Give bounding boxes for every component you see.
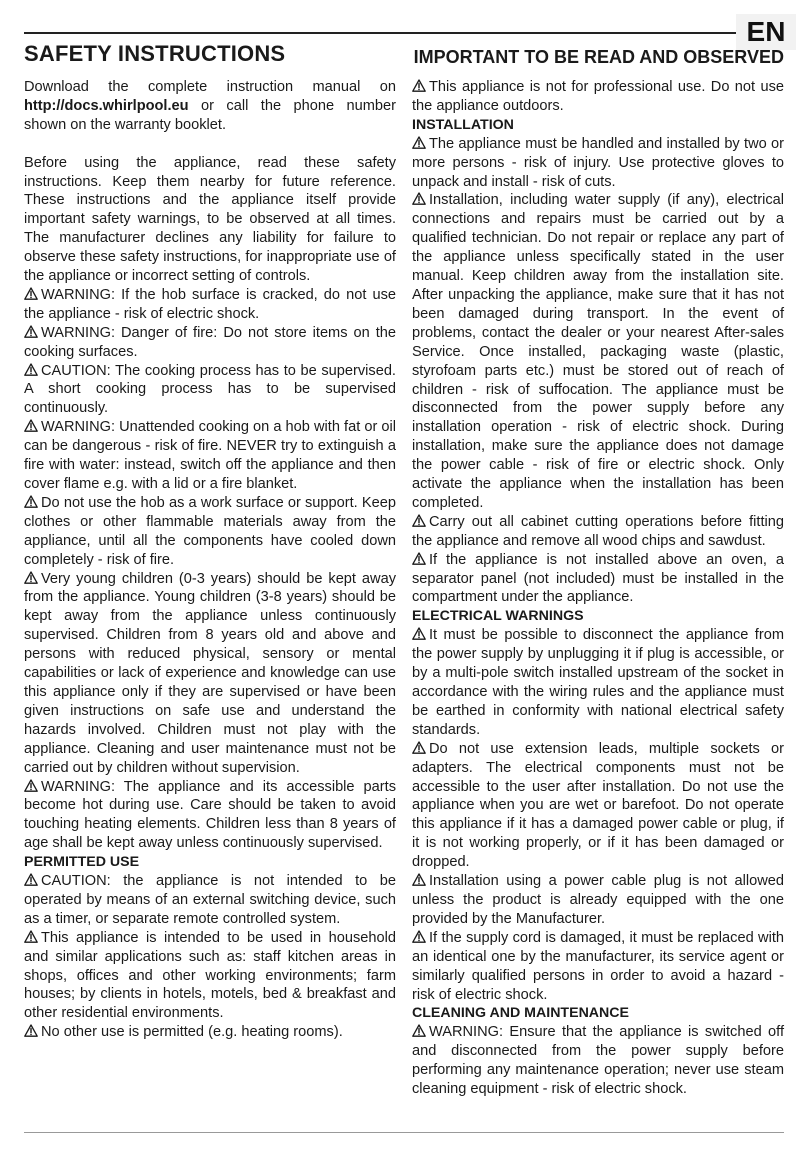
safety-item-text: If the supply cord is damaged, it must be replaced with an identical one by the manufacturer, its service agent or similarly qualified persons in order to avoid a hazard - risk of electric shock.	[412, 929, 784, 1003]
safety-item-text: Do not use the hob as a work surface or support. Keep clothes or other flammable materials away from the appliance, until all the components have cooled down completely - risk of fire.	[24, 494, 396, 568]
safety-item-text: If the appliance is not installed above an oven, a separator panel (not included) must be installed in the compartment under the appliance.	[412, 551, 784, 606]
safety-item	[412, 872, 784, 929]
safety-item-text: Very young children (0-3 years) should be kept away from the appliance. Young children (3-8 years) should be kept away from the appliance unless continuously supervised. Children from 8 years old and above and persons with reduced physical, sensory or mental capabilities or lack of experience and knowledge can use this appliance only if they are supervised or have been given instructions on safe use and understand the hazards involved. Children must not play with the appliance. Cleaning and user maintenance must not be carried out by children without supervision.	[24, 570, 396, 776]
safety-item	[412, 135, 784, 192]
safety-item-text: Carry out all cabinet cutting operations before fitting the appliance and remove all wood chips and sawdust.	[412, 513, 784, 549]
download-paragraph	[24, 78, 396, 135]
warning-triangle-icon	[24, 571, 38, 584]
safety-item-text: The appliance must be handled and installed by two or more persons - risk of injury. Use protective gloves to unpack and install - risk of cuts.	[412, 135, 784, 190]
safety-item-text: WARNING: The appliance and its accessible parts become hot during use. Care should be taken to avoid touching heating elements. Children less than 8 years of age shall be kept away unless continuously supervised.	[24, 778, 396, 852]
warning-triangle-icon	[24, 1024, 38, 1037]
warning-triangle-icon	[24, 325, 38, 338]
warning-triangle-icon	[412, 136, 426, 149]
download-text: Download the complete instruction manual on	[24, 79, 396, 95]
safety-item	[24, 286, 396, 324]
safety-item	[412, 551, 784, 608]
before-using-paragraph: Before using the appliance, read these safety instructions. Keep them nearby for future reference. These instructions and the appliance itself provide important safety warnings, to be observed at all times. The manufacturer declines any liability for failure to observe these safety instructions, for inappropriate use of the appliance or incorrect setting of controls.	[24, 154, 396, 285]
warning-triangle-icon	[24, 419, 38, 432]
warning-triangle-icon	[412, 873, 426, 886]
safety-item-text: WARNING: Ensure that the appliance is switched off and disconnected from the power supply before performing any maintenance operation; never use steam cleaning equipment - risk of electric shock.	[412, 1024, 784, 1098]
safety-item-text: CAUTION: The cooking process has to be supervised. A short cooking process has to be supervised continuously.	[24, 362, 396, 417]
warning-triangle-icon	[24, 287, 38, 300]
warning-triangle-icon	[24, 363, 38, 376]
safety-item	[412, 513, 784, 551]
language-tab: EN	[736, 14, 796, 50]
page-title: SAFETY INSTRUCTIONS	[24, 41, 286, 66]
safety-item-text: CAUTION: the appliance is not intended to be operated by means of an external switching device, such as a timer, or separate remote controlled system.	[24, 873, 396, 927]
warning-triangle-icon	[412, 741, 426, 754]
download-text-end: or call the phone number shown on the warranty booklet.	[24, 97, 396, 133]
header-rule	[24, 32, 736, 34]
safety-item-text: It must be possible to disconnect the appliance from the power supply by unplugging it if plug is accessible, or by a multi-pole switch installed upstream of the socket in accordance with the wiring rules and the appliance must be earthed in conformity with national electrical safety standards.	[412, 627, 784, 738]
warning-triangle-icon	[412, 930, 426, 943]
safety-item	[24, 362, 396, 419]
warning-triangle-icon	[412, 1024, 426, 1037]
safety-item	[24, 778, 396, 854]
safety-item	[412, 626, 784, 739]
safety-item	[412, 78, 784, 116]
safety-item	[412, 191, 784, 512]
safety-item	[24, 1023, 396, 1042]
section-heading-cleaning: CLEANING AND MAINTENANCE	[412, 1005, 630, 1022]
warning-triangle-icon	[412, 514, 426, 527]
left-column	[24, 78, 396, 1042]
safety-item	[412, 929, 784, 1005]
warning-triangle-icon	[24, 495, 38, 508]
safety-item	[24, 418, 396, 494]
safety-item	[24, 872, 396, 929]
safety-item	[412, 1023, 784, 1099]
warning-triangle-icon	[412, 552, 426, 565]
right-column	[412, 78, 784, 1099]
page-subtitle: IMPORTANT TO BE READ AND OBSERVED	[413, 47, 784, 67]
warning-triangle-icon	[24, 779, 38, 792]
section-heading-installation: INSTALLATION	[412, 116, 514, 133]
safety-item-text: WARNING: Danger of fire: Do not store items on the cooking surfaces.	[24, 324, 396, 360]
safety-item-text: WARNING: Unattended cooking on a hob with fat or oil can be dangerous - risk of fire. NEVER try to extinguish a fire with water: instead, switch off the appliance and then cover flame e.g. with a lid or a fire blanket.	[24, 419, 396, 493]
safety-item-text: WARNING: If the hob surface is cracked, do not use the appliance - risk of electric shock.	[24, 286, 396, 322]
warning-triangle-icon	[412, 192, 426, 205]
section-heading-permitted-use: PERMITTED USE	[24, 854, 140, 871]
safety-item-text: Installation using a power cable plug is not allowed unless the product is already equipped with the one provided by the Manufacturer.	[412, 873, 784, 927]
safety-item	[24, 929, 396, 1024]
safety-item-text: This appliance is not for professional use. Do not use the appliance outdoors.	[412, 79, 784, 114]
safety-item-text: This appliance is intended to be used in household and similar applications such as: staff kitchen areas in shops, offices and other working environments; farm houses; by clients in hotels, motels, bed & breakfast and other residential environments.	[24, 929, 396, 1022]
warning-triangle-icon	[412, 79, 426, 92]
safety-item	[412, 740, 784, 872]
footer-rule	[24, 1132, 784, 1133]
warning-triangle-icon	[24, 873, 38, 886]
safety-item-text: Do not use extension leads, multiple sockets or adapters. The electrical components must not be accessible to the user after installation. Do not use the appliance when you are wet or barefoot. Do not operate this appliance if it has a damaged power cable or plug, if it is not working properly, or if it has been damaged or dropped.	[412, 740, 784, 871]
safety-item-text: Installation, including water supply (if any), electrical connections and repairs must be carried out by a qualified technician. Do not repair or replace any part of the appliance unless specifically stated in the user manual. Keep children away from the installation site. After unpacking the appliance, make sure that it has not been damaged during transport. In the event of problems, contact the dealer or your nearest After-sales Service. Once installed, packaging waste (plastic, styrofoam parts etc.) must be stored out of reach of children - risk of suffocation. The appliance must be disconnected from the power supply before any installation operation - risk of electric shock. During installation, make sure the appliance does not damage the power cable - risk of fire or electric shock. Only activate the appliance when the installation has been completed.	[412, 192, 784, 511]
section-heading-electrical: ELECTRICAL WARNINGS	[412, 608, 584, 625]
safety-item-text: No other use is permitted (e.g. heating rooms).	[41, 1024, 343, 1041]
warning-triangle-icon	[412, 627, 426, 640]
warning-triangle-icon	[24, 930, 38, 943]
safety-item	[24, 570, 396, 778]
docs-link[interactable]: http://docs.whirlpool.eu	[24, 97, 189, 114]
safety-item	[24, 324, 396, 362]
safety-item	[24, 494, 396, 570]
